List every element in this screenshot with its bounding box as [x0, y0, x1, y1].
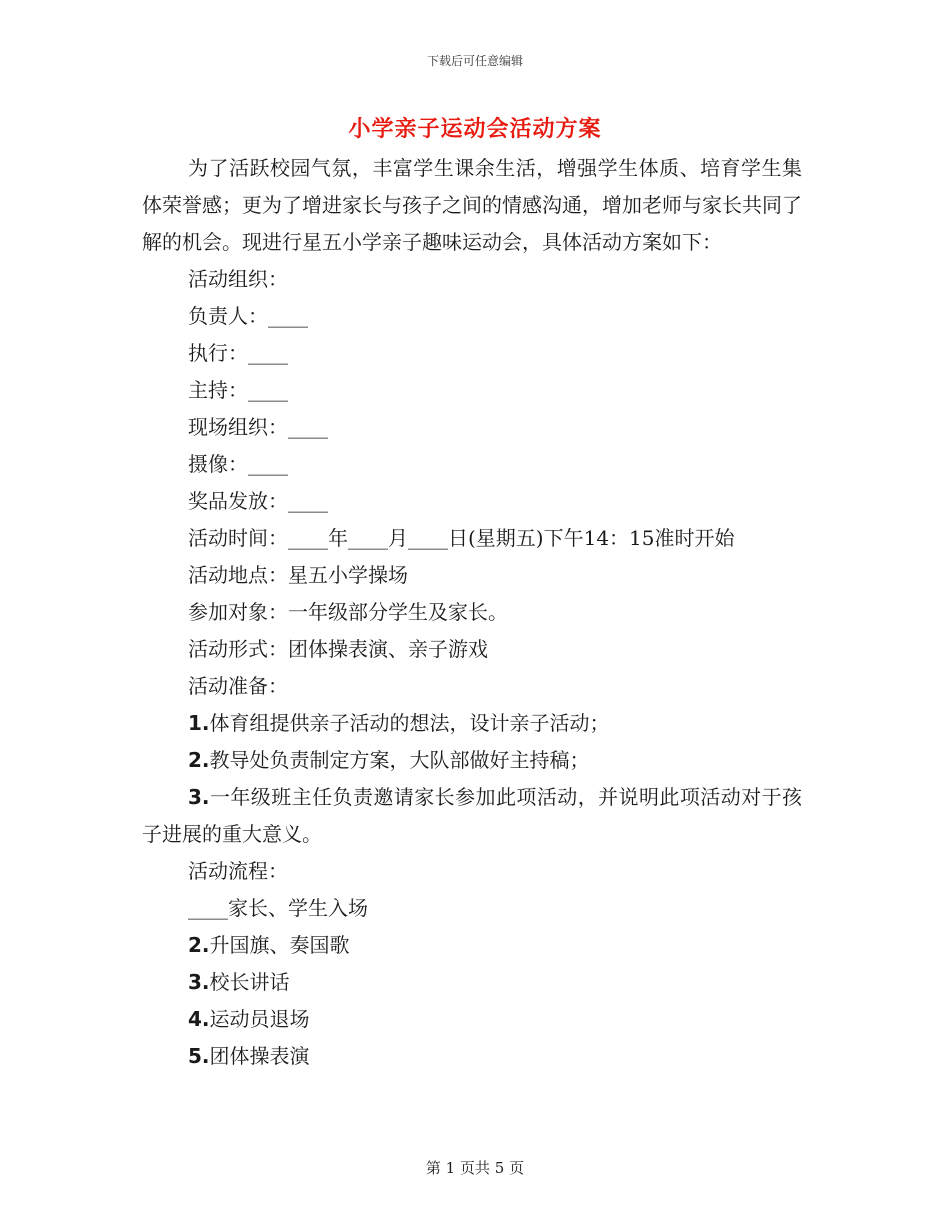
process-heading: 活动流程： — [188, 859, 288, 883]
page-header-note: 下载后可任意编辑 — [426, 54, 523, 68]
activity-location: 活动地点：星五小学操场 — [188, 563, 408, 587]
role-line: 负责人：____ — [188, 304, 308, 328]
list-text: 教导处负责制定方案，大队部做好主持稿； — [209, 748, 590, 772]
intro-paragraph: 为了活跃校园气氛，丰富学生课余生活，增强学生体质、培育学生集体荣誉感；更为了增进家长与孩子之间的情感沟通，增加老师与家长共同了解的机会。现进行星五小学亲子趣味运动会，具体活动方案如下： — [142, 156, 802, 254]
list-number: 4. — [188, 1007, 210, 1031]
list-text: 团体操表演 — [209, 1044, 310, 1068]
document-body — [142, 150, 802, 1075]
list-text: 运动员退场 — [209, 1007, 310, 1031]
list-text: 升国旗、奏国歌 — [209, 933, 350, 957]
list-text: 体育组提供亲子活动的想法，设计亲子活动； — [209, 711, 610, 735]
preparation-item — [142, 742, 802, 779]
list-number: 2. — [188, 748, 210, 772]
preparation-heading: 活动准备： — [188, 674, 288, 698]
organization-heading: 活动组织： — [188, 267, 288, 291]
role-line: 现场组织：____ — [188, 415, 328, 439]
role-line: 摄像：____ — [188, 452, 288, 476]
activity-time: 活动时间：____年____月____日(星期五)下午14：15准时开始 — [188, 526, 735, 550]
list-number: 3. — [188, 970, 210, 994]
process-item — [142, 964, 802, 1001]
activity-format: 活动形式：团体操表演、亲子游戏 — [188, 637, 488, 661]
preparation-item — [142, 779, 802, 853]
role-line: 奖品发放：____ — [188, 489, 328, 513]
list-number: 2. — [188, 933, 210, 957]
role-line: 主持：____ — [188, 378, 288, 402]
document-title: 小学亲子运动会活动方案 — [348, 116, 602, 142]
role-line: 执行：____ — [188, 341, 288, 365]
list-number: 5. — [188, 1044, 210, 1068]
list-number: 1. — [188, 711, 210, 735]
process-item: ____家长、学生入场 — [188, 896, 368, 920]
process-item — [142, 1001, 802, 1038]
page-number: 第 1 页共 5 页 — [425, 1159, 525, 1177]
preparation-item — [142, 705, 802, 742]
list-number: 3. — [188, 785, 210, 809]
process-item — [142, 1038, 802, 1075]
process-item — [142, 927, 802, 964]
list-text: 一年级班主任负责邀请家长参加此项活动，并说明此项活动对于孩子进展的重大意义。 — [142, 785, 802, 846]
activity-participants: 参加对象：一年级部分学生及家长。 — [188, 600, 508, 624]
list-text: 校长讲话 — [209, 970, 290, 994]
